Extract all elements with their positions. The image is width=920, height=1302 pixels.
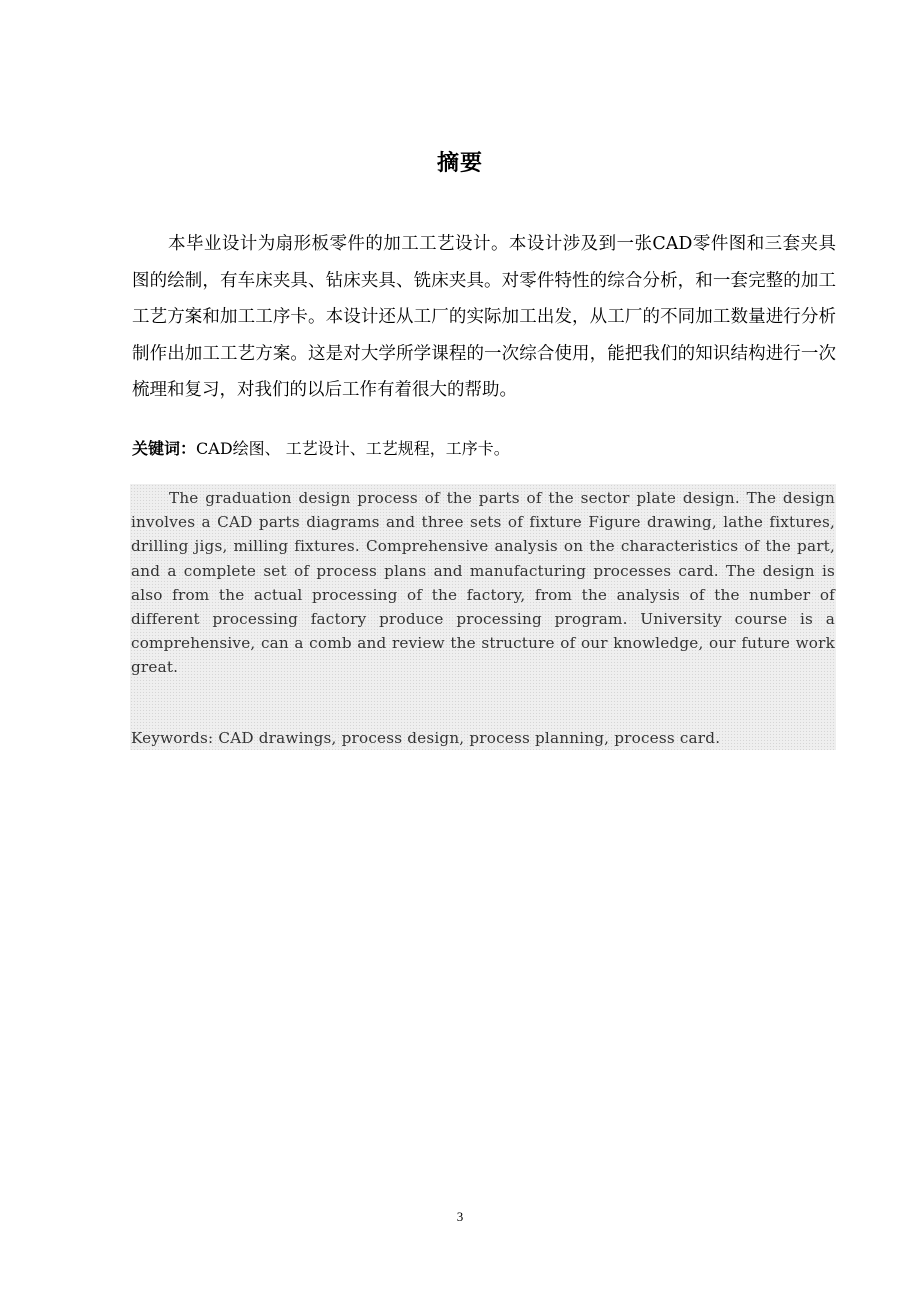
chinese-keywords-line (132, 434, 836, 464)
english-abstract-block (130, 484, 836, 750)
chinese-keywords-label: 关键词： (132, 439, 197, 458)
page-number: 3 (456, 1209, 464, 1224)
english-abstract-paragraph: The graduation design process of the parts of the sector plate design. The design involves a CAD parts diagrams and three sets of fixture Figure drawing, lathe fixtures, drilling jigs, milling fixtures. Comprehensive analysis on the characteristics of the part, and a complete set of process plans and manufacturing processes card. The design is also from the actual processing of the factory, from the analysis of the number of different processing factory produce processing program. University course is a comprehensive, can a comb and review the structure of our knowledge, our future work great. (131, 489, 835, 677)
english-keywords-line: Keywords: CAD drawings, process design, process planning, process card. (131, 729, 721, 747)
abstract-title: 摘要 (436, 151, 483, 176)
chinese-abstract-paragraph: 本毕业设计为扇形板零件的加工工艺设计。本设计涉及到一张CAD零件图和三套夹具图的绘制，有车床夹具、钻床夹具、铣床夹具。对零件特性的综合分析，和一套完整的加工工艺方案和加工工序卡。本设计还从工厂的实际加工出发，从工厂的不同加工数量进行分析制作出加工工艺方案。这是对大学所学课程的一次综合使用，能把我们的知识结构进行一次梳理和复习，对我们的以后工作有着很大的帮助。 (132, 234, 836, 400)
chinese-keywords-text: CAD绘图、 工艺设计、工艺规程，工序卡。 (196, 439, 510, 458)
